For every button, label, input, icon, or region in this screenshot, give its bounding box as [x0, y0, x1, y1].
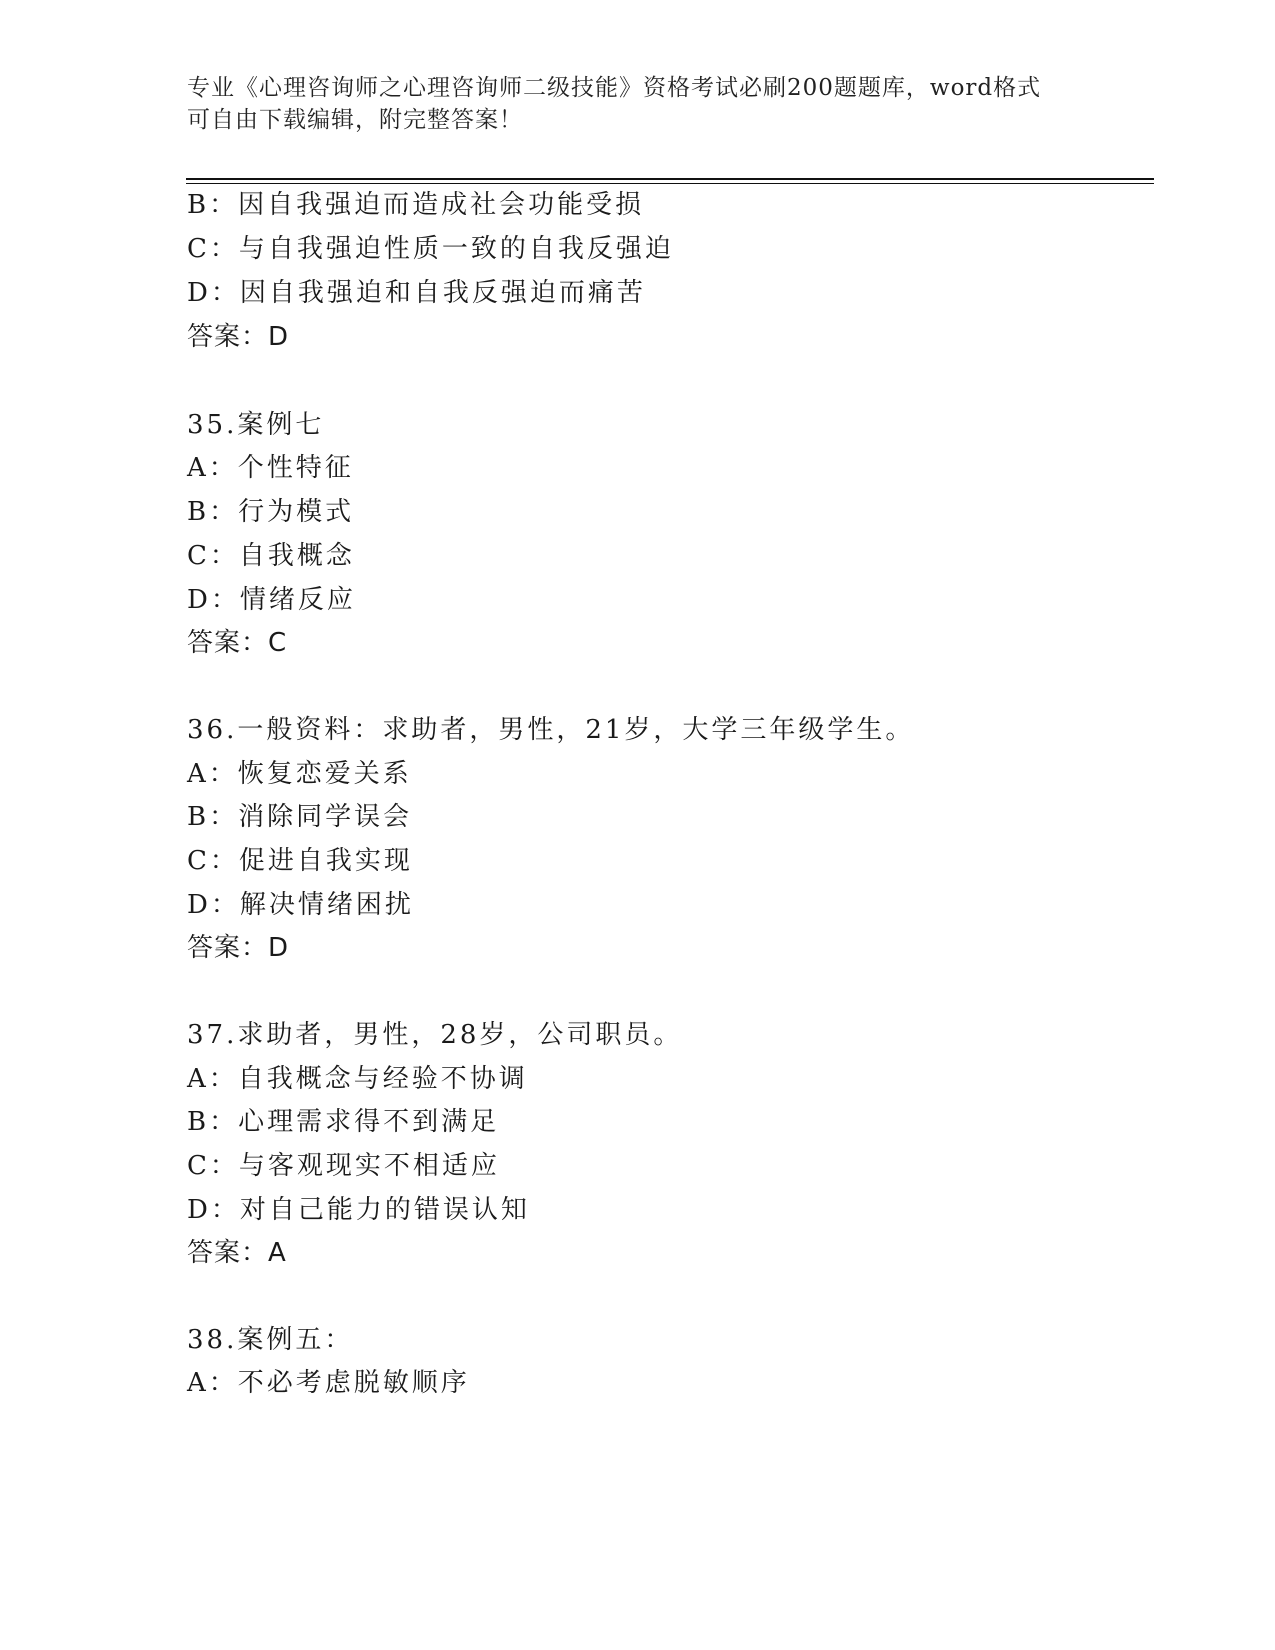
option-a: A：自我概念与经验不协调 — [187, 1064, 528, 1094]
document-header — [187, 72, 1087, 136]
header-line-2: 可自由下载编辑，附完整答案！ — [187, 107, 523, 133]
answer-line: 答案：C — [187, 628, 288, 658]
option-c: C：与客观现实不相适应 — [187, 1151, 500, 1181]
answer-line: 答案：A — [187, 1238, 287, 1268]
option-a: A：不必考虑脱敏顺序 — [187, 1368, 470, 1398]
option-d: D：解决情绪困扰 — [187, 890, 414, 920]
option-c: C：自我概念 — [187, 541, 355, 571]
option-c: C：与自我强迫性质一致的自我反强迫 — [187, 234, 674, 264]
option-a: A：个性特征 — [187, 453, 354, 483]
option-d: D：因自我强迫和自我反强迫而痛苦 — [187, 278, 646, 308]
question-stem: 38.案例五： — [187, 1325, 354, 1355]
question-stem: 36.一般资料：求助者，男性，21岁，大学三年级学生。 — [187, 715, 915, 745]
option-b: B：消除同学误会 — [187, 802, 413, 832]
header-line-1: 专业《心理咨询师之心理咨询师二级技能》资格考试必刷200题题库，word格式 — [187, 75, 1042, 101]
option-d: D：情绪反应 — [187, 585, 356, 615]
question-stem: 37.求助者，男性，28岁，公司职员。 — [187, 1020, 683, 1050]
option-d: D：对自己能力的错误认知 — [187, 1195, 530, 1225]
option-b: B：心理需求得不到满足 — [187, 1107, 500, 1137]
option-b: B：因自我强迫而造成社会功能受损 — [187, 190, 645, 220]
question-stem: 35.案例七 — [187, 410, 325, 440]
answer-line: 答案：D — [187, 322, 290, 352]
option-a: A：恢复恋爱关系 — [187, 759, 412, 789]
option-c: C：促进自我实现 — [187, 846, 413, 876]
answer-line: 答案：D — [187, 933, 290, 963]
header-divider-thick — [186, 178, 1154, 180]
option-b: B：行为模式 — [187, 497, 355, 527]
